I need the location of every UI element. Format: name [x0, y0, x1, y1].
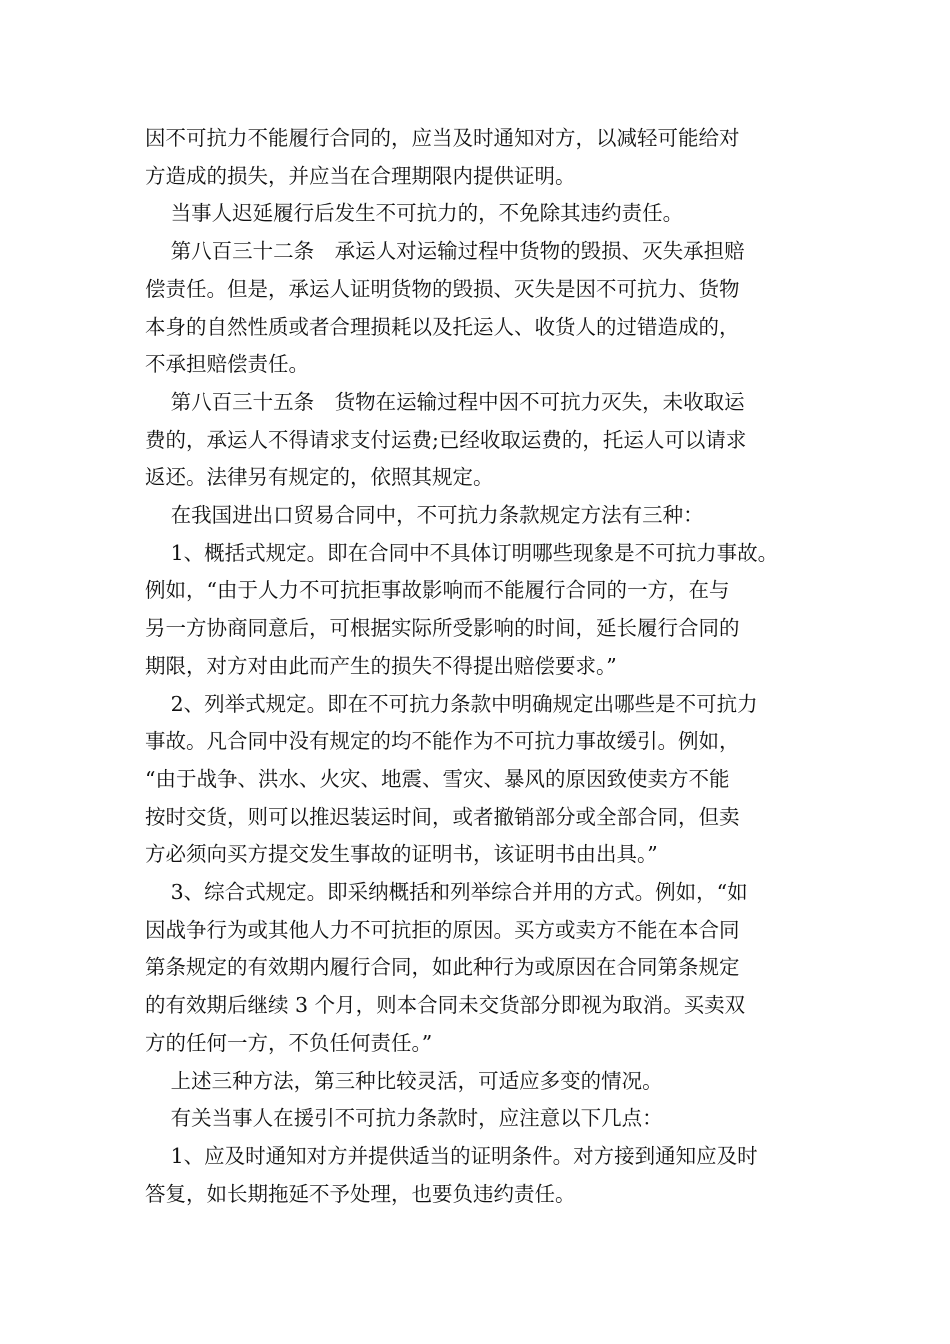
paragraph-method-enumerative: 2、列举式规定。即在不可抗力条款中明确规定出哪些是不可抗力 事故。凡合同中没有规定的均不能作为不可抗力事故缓引。例如， “由于战争、洪水、火灾、地震、雪灾、暴风的原因致使卖方不能 按时交货，则可以推迟装运时间，或者撤销部分或全部合同，但卖 方必须向买方提交发生事故的证明书，该证明书由出具。” — [145, 691, 758, 867]
paragraph-article-832: 第八百三十二条 承运人对运输过程中货物的毁损、灭失承担赔 偿责任。但是，承运人证明货物的毁损、灭失是因不可抗力、货物 本身的自然性质或者合理损耗以及托运人、收货人的过错造成的， 不承担赔偿责任。 — [145, 239, 745, 377]
paragraph-delay-liability: 当事人迟延履行后发生不可抗力的，不免除其违约责任。 — [170, 201, 684, 226]
paragraph-invocation-notes-intro: 有关当事人在援引不可抗力条款时，应注意以下几点： — [170, 1106, 663, 1131]
document-body — [145, 120, 810, 1213]
paragraph-method-summary: 上述三种方法，第三种比较灵活，可适应多变的情况。 — [170, 1068, 663, 1093]
paragraph-method-general: 1、概括式规定。即在合同中不具体订明哪些现象是不可抗力事故。 例如，“由于人力不可抗拒事故影响而不能履行合同的一方，在与 另一方协商同意后，可根据实际所受影响的时间，延长履行合同的 期限，对方对由此而产生的损失不得提出赔偿要求。” — [145, 540, 779, 678]
paragraph-force-majeure-notice: 因不可抗力不能履行合同的，应当及时通知对方，以减轻可能给对 方造成的损失，并应当在合理期限内提供证明。 — [145, 126, 740, 188]
paragraph-method-combined: 3、综合式规定。即采纳概括和列举综合并用的方式。例如，“如 因战争行为或其他人力不可抗拒的原因。买方或卖方不能在本合同 第条规定的有效期内履行合同，如此种行为或原因在合同第条规定 的有效期后继续 3 个月，则本合同未交货部分即视为取消。买卖双 方的任何一方，不负任何责任。” — [145, 880, 748, 1055]
paragraph-invocation-note-1: 1、应及时通知对方并提供适当的证明条件。对方接到通知应及时 答复，如长期拖延不予处理，也要负违约责任。 — [145, 1143, 758, 1206]
paragraph-article-835: 第八百三十五条 货物在运输过程中因不可抗力灭失，未收取运 费的，承运人不得请求支付运费;已经收取运费的，托运人可以请求 返还。法律另有规定的，依照其规定。 — [145, 389, 747, 490]
paragraph-three-methods-intro: 在我国进出口贸易合同中，不可抗力条款规定方法有三种： — [170, 503, 704, 528]
